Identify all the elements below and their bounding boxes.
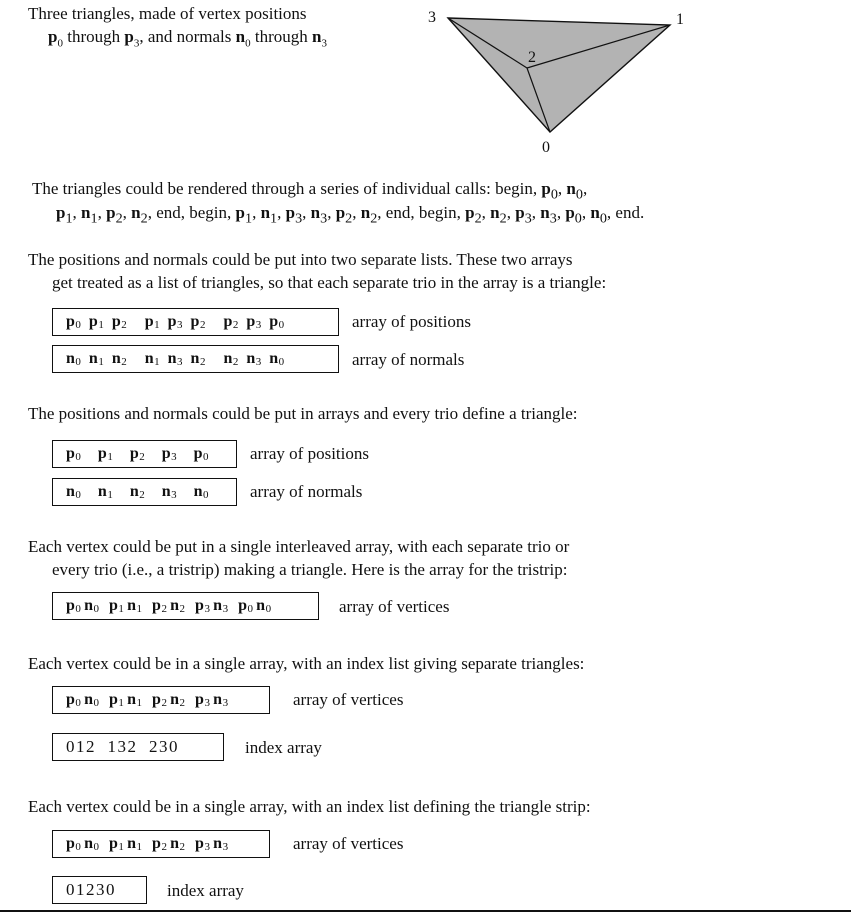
array-token: $n_2$ — [129, 483, 145, 501]
array-token: $p_3$ $n_3$ — [195, 597, 229, 615]
calls-line-2: $p_1$, $n_1$, $p_2$, $n_2$, end, begin, $p_1$, $n_1$, $p_3$, $n_3$, $p_2$, $n_2$, end, begin, $p_2$, $n_2$, $p_3$, $n_3$, $p_0$, $n_0$, end. — [56, 203, 645, 227]
separate-positions-array — [52, 308, 339, 336]
array-token: $p_1$ $n_1$ — [109, 597, 143, 615]
array-token: $p_1$ — [144, 313, 160, 331]
header-line-2: $p_0$ through $p_3$, and normals $n_0$ through $n_3$ — [48, 27, 327, 50]
array-token: $n_1$ — [144, 350, 160, 368]
array-token: $n_0$ — [66, 483, 81, 501]
trio-line-1: The positions and normals could be put in arrays and every trio define a triangle: — [28, 404, 578, 423]
array-token: $n_2$ — [190, 350, 206, 368]
p3-symbol: $p_3$ — [124, 27, 140, 50]
array-token: $n_3$ — [246, 350, 262, 368]
n0-symbol: $n_0$ — [235, 27, 251, 50]
indexed-vertex-array — [52, 686, 270, 714]
n3-symbol: $n_3$ — [312, 27, 327, 50]
array-token: $p_3$ $n_3$ — [195, 691, 229, 709]
array-token: $p_1$ $n_1$ — [109, 835, 143, 853]
array-token: $n_0$ — [66, 350, 81, 368]
trio-normals-caption: array of normals — [250, 482, 363, 501]
array-token: $p_3$ — [167, 313, 183, 331]
array-token: $p_0$ — [66, 313, 81, 331]
separate-normals-caption: array of normals — [352, 350, 465, 369]
array-token: $p_0$ — [193, 445, 209, 463]
indexed-caption: array of vertices — [293, 690, 404, 709]
strip-index-values: 01230 — [66, 880, 116, 899]
triangle-figure — [420, 0, 700, 160]
array-token: $p_2$ $n_2$ — [152, 835, 186, 853]
trio-normals-array — [52, 478, 237, 506]
array-token: $p_0$ $n_0$ — [66, 835, 100, 853]
indexed-index-values: 012 132 230 — [66, 737, 179, 756]
separate-positions-caption: array of positions — [352, 312, 471, 331]
strip-vertex-array — [52, 830, 270, 858]
header-line-1: Three triangles, made of vertex positions — [28, 4, 307, 23]
interleaved-vertex-array — [52, 592, 319, 620]
array-token: $p_0$ $n_0$ — [66, 691, 100, 709]
trio-positions-array — [52, 440, 237, 468]
array-token: $n_3$ — [167, 350, 183, 368]
array-token: $n_1$ — [97, 483, 113, 501]
array-token: $p_2$ — [190, 313, 206, 331]
array-token: $n_0$ — [269, 350, 285, 368]
array-token: $n_2$ — [223, 350, 239, 368]
array-token: $p_1$ — [88, 313, 104, 331]
array-token: $p_1$ $n_1$ — [109, 691, 143, 709]
array-token: $p_3$ — [246, 313, 262, 331]
interleaved-line-2: every trio (i.e., a tristrip) making a triangle. Here is the array for the tristrip: — [52, 560, 568, 579]
p0-symbol: $p_0$ — [48, 27, 63, 50]
strip-index-array — [52, 876, 147, 904]
array-token: $p_3$ — [161, 445, 177, 463]
array-token: $p_2$ — [129, 445, 145, 463]
trio-positions-caption: array of positions — [250, 444, 369, 463]
strip-caption: array of vertices — [293, 834, 404, 853]
separate-line-1: The positions and normals could be put into two separate lists. These two arrays — [28, 250, 573, 269]
array-token: $p_2$ $n_2$ — [152, 597, 186, 615]
array-token: $p_2$ — [111, 313, 127, 331]
indexed-index-array — [52, 733, 224, 761]
array-token: $n_0$ — [193, 483, 209, 501]
array-token: $p_2$ — [223, 313, 239, 331]
array-token: $p_0$ $n_0$ — [66, 597, 100, 615]
strip-line-1: Each vertex could be in a single array, with an index list defining the triangle strip: — [28, 797, 591, 816]
array-token: $p_0$ — [66, 445, 81, 463]
bottom-rule — [0, 910, 851, 912]
separate-line-2: get treated as a list of triangles, so that each separate trio in the array is a triangle: — [52, 273, 607, 292]
vertex-label-1: 1 — [676, 11, 684, 28]
strip-index-caption: index array — [167, 881, 244, 900]
vertex-label-3: 3 — [428, 9, 436, 26]
indexed-index-caption: index array — [245, 738, 322, 757]
array-token: $n_1$ — [88, 350, 104, 368]
calls-line-1: The triangles could be rendered through a series of individual calls: begin, $p_0$, $n_0$, — [32, 179, 588, 203]
vertex-label-2: 2 — [528, 49, 536, 66]
interleaved-caption: array of vertices — [339, 597, 450, 616]
array-token: $n_2$ — [111, 350, 127, 368]
array-token: $p_1$ — [97, 445, 113, 463]
array-token: $p_0$ — [269, 313, 285, 331]
separate-normals-array — [52, 345, 339, 373]
array-token: $n_3$ — [161, 483, 177, 501]
array-token: $p_3$ $n_3$ — [195, 835, 229, 853]
vertex-label-0: 0 — [542, 139, 550, 156]
interleaved-line-1: Each vertex could be put in a single interleaved array, with each separate trio or — [28, 537, 570, 556]
indexed-line-1: Each vertex could be in a single array, with an index list giving separate triangles: — [28, 654, 585, 673]
array-token: $p_0$ $n_0$ — [238, 597, 272, 615]
array-token: $p_2$ $n_2$ — [152, 691, 186, 709]
